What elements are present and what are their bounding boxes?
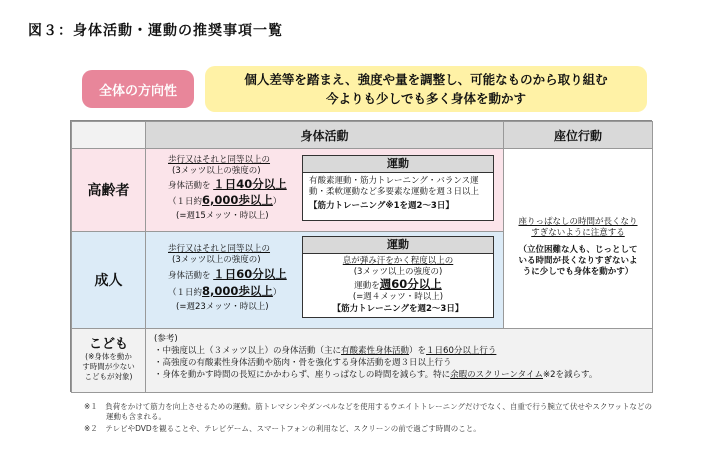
adult-exercise-line-4: (=週４メッツ・時以上) xyxy=(352,292,444,302)
elderly-exercise-box xyxy=(302,155,494,221)
sedentary-cell xyxy=(503,148,653,329)
direction-line-2: 今よりも少しでも多く身体を動かす xyxy=(325,91,526,106)
direction-label: 全体の方向性 xyxy=(82,70,194,108)
elderly-line-3: 身体活動を １日40分以上 xyxy=(168,177,287,191)
adult-line-3: 身体活動を １日60分以上 xyxy=(168,267,287,281)
children-cell xyxy=(145,328,653,393)
elderly-line-2: (3メッツ以上の強度の) xyxy=(172,166,261,176)
adult-line-5: (=週23メッツ・時以上) xyxy=(176,302,269,312)
adult-exercise-line-2: (3メッツ以上の強度の) xyxy=(353,267,443,277)
adult-exercise-line-3: 運動を週60分以上 xyxy=(354,277,442,291)
row-label-elderly: 高齢者 xyxy=(71,148,146,232)
adult-line-4: （１日約8,000歩以上） xyxy=(168,284,282,298)
children-sub-2: す時間が少ない xyxy=(82,362,135,371)
adult-exercise-title: 運動 xyxy=(303,237,493,254)
adult-line-2: (3メッツ以上の強度の) xyxy=(172,255,261,265)
recommendation-table xyxy=(70,120,652,392)
children-sub-3: こどもが対象) xyxy=(84,372,133,381)
adult-line-1: 歩行又はそれと同等以上の xyxy=(168,244,271,254)
sedentary-line-3: （立位困難な人も、じっとして xyxy=(518,245,638,255)
note-1-line-2: 運動も含まれる。 xyxy=(106,412,166,421)
elderly-exercise-line-2: 動・柔軟運動など多要素な運動を週３日以上 xyxy=(309,187,480,197)
direction-line-1: 個人差等を踏まえ、強度や量を調整し、可能なものから取り組む xyxy=(244,72,608,87)
children-bullet-2: ・高強度の有酸素性身体活動や筋肉・骨を強化する身体活動を週３日以上行う xyxy=(154,358,452,368)
corner-cell xyxy=(71,121,146,149)
note-1-line-1: ※１ 負荷をかけて筋力を向上させるための運動。筋トレマシンやダンベルなどを使用するウエイトトレーニングだけでなく、自重で行う腕立て伏せやスクワットなどの xyxy=(84,402,652,411)
elderly-line-4: （１日約6,000歩以上） xyxy=(168,193,282,207)
header-sedentary: 座位行動 xyxy=(503,121,653,149)
adult-activity-cell xyxy=(145,231,504,329)
children-sub-1: (※身体を動か xyxy=(85,352,132,361)
children-bullet-1: ・中強度以上（３メッツ以上）の身体活動（主に有酸素性身体活動）を１日60分以上行う xyxy=(154,346,497,356)
adult-exercise-line-5: 【筋力トレーニングを週2～3日】 xyxy=(332,304,464,314)
direction-banner xyxy=(205,66,647,112)
sedentary-line-5: うに少しでも身体を動かす） xyxy=(522,267,634,277)
page-title: 図３：身体活動・運動の推奨事項一覧 xyxy=(28,23,283,39)
adult-exercise-box xyxy=(302,236,494,318)
children-label: こども xyxy=(88,337,128,352)
elderly-exercise-line-3: 【筋力トレーニング※1を週2～3日】 xyxy=(309,201,454,211)
adult-exercise-line-1: 息が弾み汗をかく程度以上の xyxy=(342,256,454,266)
sedentary-line-2: すぎないように注意する xyxy=(531,228,625,238)
row-label-children xyxy=(71,328,146,393)
row-label-adult: 成人 xyxy=(71,231,146,329)
children-ref: (参考) xyxy=(154,334,178,344)
sedentary-line-1: 座りっぱなしの時間が長くなり xyxy=(518,217,638,227)
sedentary-line-4: いる時間が長くなりすぎないよ xyxy=(518,256,638,266)
note-1 xyxy=(84,402,652,422)
children-bullet-3: ・身体を動かす時間の長短にかかわらず、座りっぱなしの時間を減らす。特に余暇のスクリーンタイム※2を減らす。 xyxy=(154,370,598,380)
elderly-line-5: (=週15メッツ・時以上) xyxy=(176,211,269,221)
header-activity: 身体活動 xyxy=(145,121,504,149)
elderly-exercise-title: 運動 xyxy=(303,156,493,173)
elderly-line-1: 歩行又はそれと同等以上の xyxy=(168,155,271,165)
elderly-exercise-line-1: 有酸素運動・筋力トレーニング・バランス運 xyxy=(309,176,479,186)
elderly-activity-cell xyxy=(145,148,504,232)
note-2: ※２ テレビやDVDを観ることや、テレビゲーム、スマートフォンの利用など、スクリーンの前で過ごす時間のこと。 xyxy=(84,424,481,433)
